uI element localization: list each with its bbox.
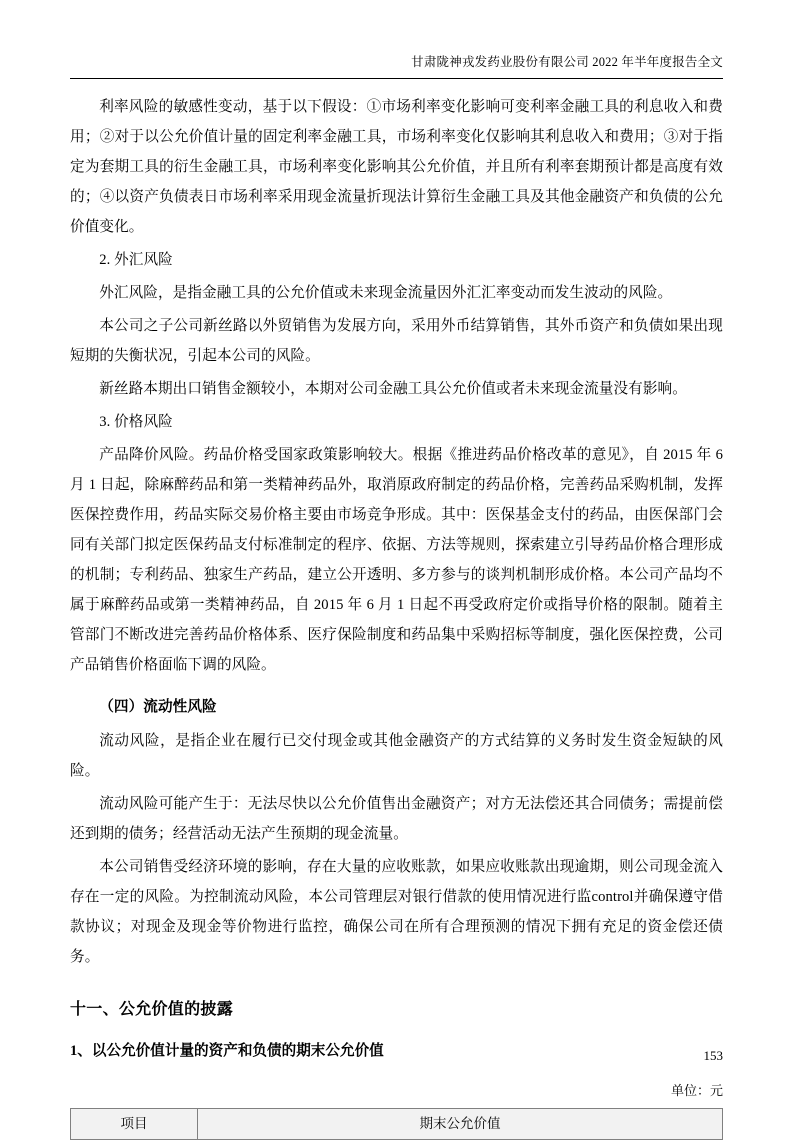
paragraph-fx-risk-definition: 外汇风险，是指金融工具的公允价值或未来现金流量因外汇汇率变动而发生波动的风险。: [99, 285, 673, 301]
table-unit-label: 单位：元: [670, 1083, 723, 1098]
paragraph-liquidity-control: 本公司销售受经济环境的影响，存在大量的应收账款，如果应收账款出现逾期，则公司现金流入存在一定的风险。为控制流动风险，本公司管理层对银行借款的使用情况进行监control并确保遵守借款协议；对现金及现金等价物进行监控，确保公司在所有合理预测的情况下拥有充足的资金偿还债务。: [70, 859, 723, 965]
heading-fx-risk: 2. 外汇风险: [99, 252, 173, 268]
heading-liquidity-risk: （四）流动性风险: [99, 699, 217, 715]
paragraph-fx-risk-subsidiary: 本公司之子公司新丝路以外贸销售为发展方向，采用外币结算销售，其外币资产和负债如果出现短期的失衡状况，引起本公司的风险。: [70, 318, 723, 364]
section-title-fair-value-disclosure: 十一、公允价值的披露: [70, 1001, 234, 1018]
paragraph-liquidity-definition: 流动风险，是指企业在履行已交付现金或其他金融资产的方式结算的义务时发生资金短缺的风险。: [70, 733, 723, 779]
page-content: [70, 92, 723, 1140]
paragraph-price-risk: 产品降价风险。药品价格受国家政策影响较大。根据《推进药品价格改革的意见》，自 2015 年 6 月 1 日起，除麻醉药品和第一类精神药品外，取消原政府制定的药品价格，完善药品采购机制，发挥医保控费作用，药品实际交易价格主要由市场竞争形成。其中：医保基金支付的药品，由医保部门会同有关部门拟定医保药品支付标准制定的程序、依据、方法等规则，探索建立引导药品价格合理形成的机制；专利药品、独家生产药品，建立公开透明、多方参与的谈判机制形成价格。本公司产品均不属于麻醉药品或第一类精神药品，自 2015 年 6 月 1 日起不再受政府定价或指导价格的限制。随着主管部门不断改进完善药品价格体系、医疗保险制度和药品集中采购招标等制度，强化医保控费，公司产品销售价格面临下调的风险。: [70, 447, 723, 673]
table-header-item: 项目: [71, 1109, 198, 1140]
table-header-end-fair-value: 期末公允价值: [197, 1109, 722, 1140]
paragraph-interest-rate-risk: 利率风险的敏感性变动，基于以下假设：①市场利率变化影响可变利率金融工具的利息收入和费用；②对于以公允价值计量的固定利率金融工具，市场利率变化仅影响其利息收入和费用；③对于指定为套期工具的衍生金融工具，市场利率变化影响其公允价值，并且所有利率套期预计都是高度有效的；④以资产负债表日市场利率采用现金流量折现法计算衍生金融工具及其他金融资产和负债的公允价值变化。: [70, 99, 723, 235]
paragraph-liquidity-sources: 流动风险可能产生于：无法尽快以公允价值售出金融资产；对方无法偿还其合同债务；需提前偿还到期的债务；经营活动无法产生预期的现金流量。: [70, 796, 723, 842]
heading-price-risk: 3. 价格风险: [99, 414, 173, 430]
fair-value-table: [70, 1108, 723, 1140]
table-header-row: [71, 1109, 723, 1140]
page-number: 153: [703, 1048, 723, 1063]
header-divider: [70, 78, 723, 79]
subsection-title-fair-value-end: 1、以公允价值计量的资产和负债的期末公允价值: [70, 1043, 384, 1059]
paragraph-fx-risk-impact: 新丝路本期出口销售金额较小，本期对公司金融工具公允价值或者未来现金流量没有影响。: [99, 381, 687, 397]
page-header: 甘肃陇神戎发药业股份有限公司 2022 年半年度报告全文: [411, 55, 723, 69]
